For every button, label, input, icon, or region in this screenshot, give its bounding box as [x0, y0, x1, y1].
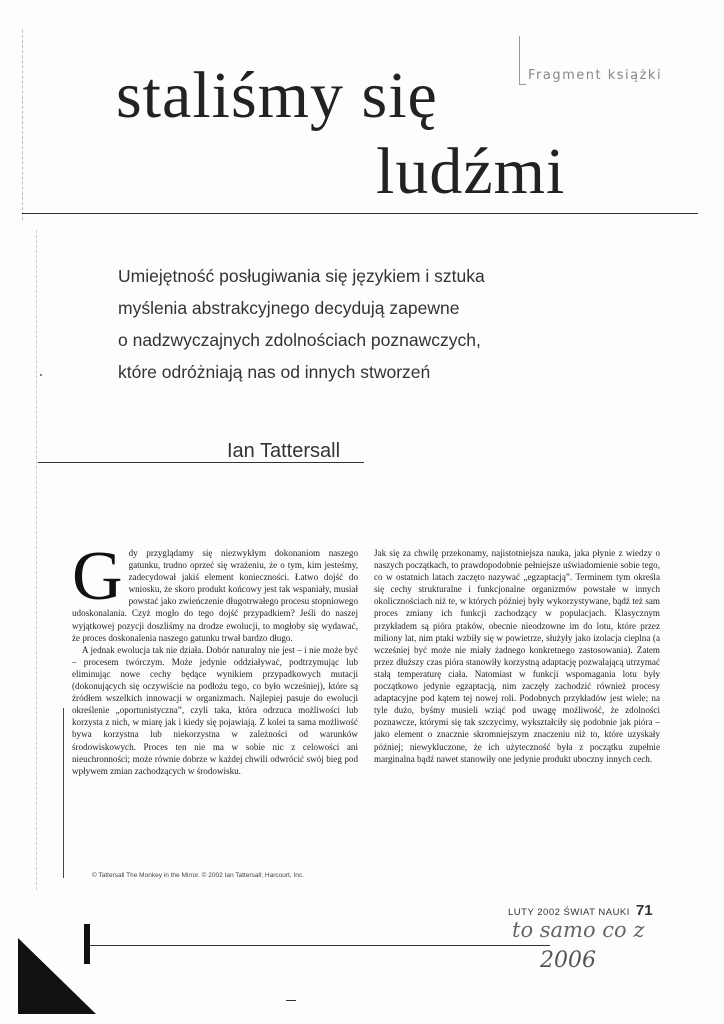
- body-column-left: [72, 538, 358, 777]
- body-paragraph: A jednak ewolucja tak nie działa. Dobór naturalny nie jest – i nie może być – procesem twórczym. Może jedynie oddziaływać, podtrzymując lub eliminując nowe cechy będące wynikiem przypadkowych mutacji (dokonujących się oczywiście na podłożu tego, co było wcześniej), które są źródłem wszelkich innowacji w organizmach. Najlepiej pasuje do ewolucji określenie „oportunistyczna”, czyli taka, która odrzuca możliwości lub korzysta z nich, w miarę jak i kiedy się pojawiają. Z kolei ta sama możliwość bywa korzystna lub niekorzystna w zależności od warunków środowiskowych. Proces ten nie ma w sobie nic z celowości ani nieuchronności; może równie dobrze w każdej chwili odwrócić swój bieg pod wpływem zmian zachodzących w środowisku.: [72, 644, 358, 776]
- bottom-divider: [90, 945, 550, 946]
- title-divider: [22, 213, 698, 214]
- lead-line: o nadzwyczajnych zdolnościach poznawczych,: [118, 330, 481, 350]
- scan-speck: [40, 374, 42, 376]
- bottom-dash: [286, 1000, 296, 1001]
- page-edge-mark: [36, 230, 37, 890]
- section-label: Fragment książki: [528, 68, 663, 83]
- body-paragraph: [72, 538, 358, 644]
- article-title-line2: ludźmi: [376, 135, 566, 208]
- section-label-bracket: [519, 36, 526, 85]
- lead-line: myślenia abstrakcyjnego decydują zapewne: [118, 298, 460, 318]
- lead-line: które odróżniają nas od innych stworzeń: [118, 362, 431, 382]
- lead-line: Umiejętność posługiwania się językiem i sztuka: [118, 266, 485, 286]
- paragraph-text: dy przyglądamy się niezwykłym dokonaniom naszego gatunku, trudno oprzeć się wrażeniu, że o tym, kim jesteśmy, zadecydował jakiś element konieczności. Łatwo dojść do wniosku, że skoro produkt końcowy jest tak wspaniały, musiał powstać jako zwieńczenie długotrwałego procesu stopniowego udoskonalania. Czyż mogło do tego dojść przypadkiem? Jeśli do naszej wyjątkowej pozycji doszliśmy na drodze ewolucji, to mogłoby się wydawać, że proces doskonalenia naszego gatunku trwał bardzo długo.: [72, 548, 358, 643]
- article-title-line1: staliśmy się: [116, 59, 438, 132]
- copyright-footnote: © Tattersall The Monkey in the Mirror. © 2002 Ian Tattersall; Harcourt, Inc.: [92, 872, 304, 879]
- page-edge-mark: [22, 30, 23, 220]
- author-name: Ian Tattersall: [227, 440, 341, 462]
- handwritten-year: 2006: [540, 948, 596, 973]
- article-lead: [118, 260, 588, 388]
- body-paragraph: Jak się za chwilę przekonamy, najistotniejsza nauka, jaka płynie z wiedzy o naszych początkach, to prawdopodobnie pełniejsze uświadomienie sobie tego, co w ostatnich latach zaczęto nazywać „egzaptacją”. Terminem tym określa się cechy strukturalne i funkcjonalne organizmów powstałe w innych okolicznościach niż te, w których później były wykorzystywane, bądź też sam proces zmiany ich funkcji zachodzący w populacjach. Klasycznym przykładem są pióra ptaków, obecnie nieodzowne im do lotu, które przez miliony lat, nim ptaki wzbiły się w powietrze, służyły jako izolacja cieplna (a wcześniej być może nie miały żadnego konkretnego zastosowania). Zatem przez dłuższy czas pióra stanowiły korzystną adaptację pozwalającą utrzymać stałą temperaturę ciała. Natomiast w funkcji wspomagania lotu były początkowo jedynie egzaptacją, nim zaczęły zachodzić również procesy adaptacyjne pod kątem tej nowej roli. Podobnych przykładów jest wiele; na tyle dużo, byśmy musieli wziąć pod uwagę możliwość, że zdolności poznawcze, którymi się tak szczycimy, wykształciły się podobnie jak pióra – jako element o znacznie skromniejszym znaczeniu niż to, które uzyskały później; niewykluczone, że ich użyteczność była z początku zupełnie marginalna bądź nawet stanowiły one jedynie produkt uboczny innych cech.: [374, 548, 660, 764]
- page-number: 71: [635, 902, 653, 919]
- author-divider: [38, 462, 364, 463]
- body-column-right: [374, 547, 660, 765]
- drop-cap: G: [72, 538, 123, 615]
- corner-decoration-triangle: [18, 938, 96, 1014]
- issue-label: LUTY 2002 ŚWIAT NAUKI: [508, 907, 630, 918]
- margin-annotation-bracket: [63, 708, 70, 878]
- handwritten-note: to samo co z: [512, 918, 645, 942]
